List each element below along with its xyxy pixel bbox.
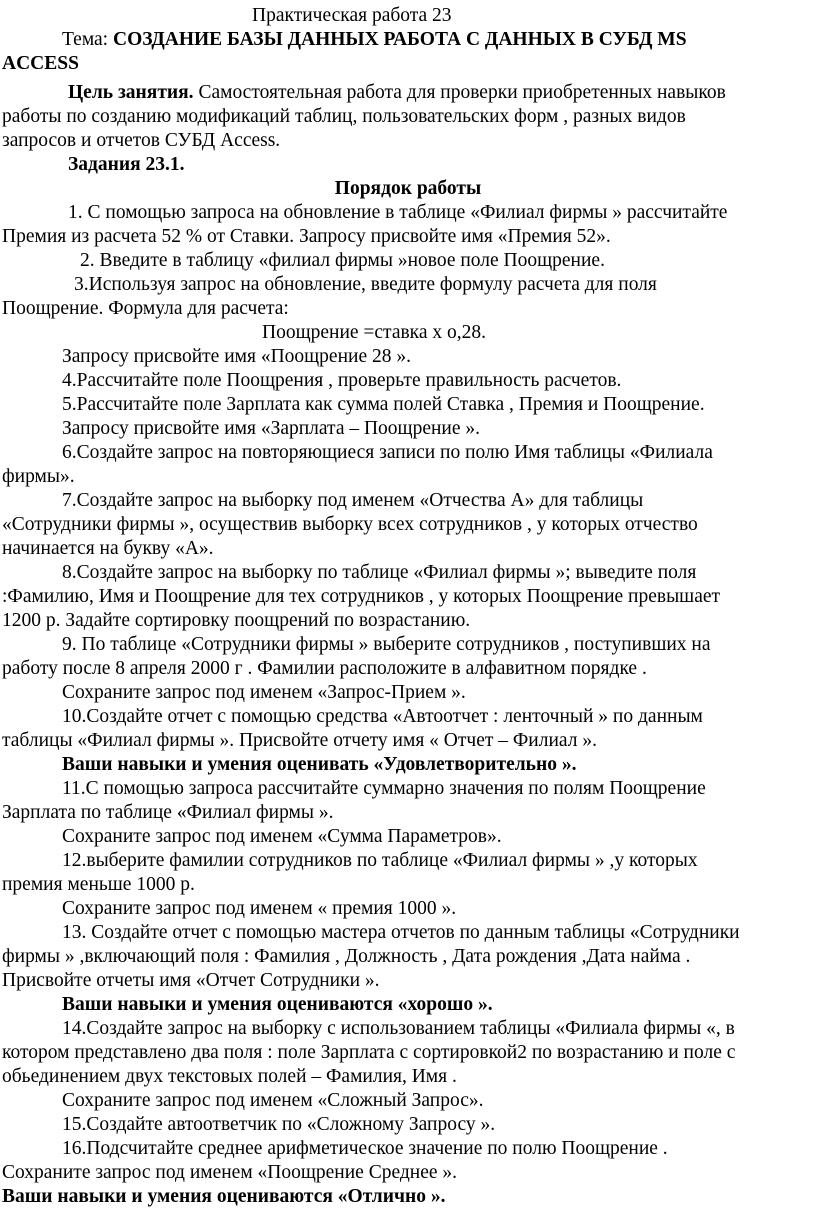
paragraph: 13. Создайте отчет с помощью мастера отчетов по данным таблицы «Сотрудники xyxy=(62,922,740,943)
paragraph: :Фамилию, Имя и Поощрение для тех сотрудников , у которых Поощрение превышает xyxy=(2,586,721,607)
grade-excellent xyxy=(2,1185,445,1209)
paragraph: Запросу присвойте имя «Зарплата – Поощрение ». xyxy=(62,418,481,439)
paragraph: Присвойте отчеты имя «Отчет Сотрудники ». xyxy=(2,970,380,991)
topic-text: СОЗДАНИЕ БАЗЫ ДАННЫХ РАБОТА С ДАННЫХ В СУБД MS xyxy=(112,29,687,50)
formula: Поощрение =ставка х о,28. xyxy=(262,322,487,343)
paragraph: 4.Рассчитайте поле Поощрения , проверьте правильность расчетов. xyxy=(62,370,622,391)
paragraph: Сохраните запрос под именем «Сложный Запрос». xyxy=(62,1090,484,1111)
task-heading xyxy=(68,153,185,177)
paragraph: начинается на букву «А». xyxy=(2,538,214,559)
topic-text-cont: ACCESS xyxy=(2,53,79,74)
goal-label: Цель занятия. xyxy=(68,82,194,103)
paragraph: 16.Подсчитайте среднее арифметическое значение по полю Поощрение . xyxy=(62,1138,668,1159)
paragraph: Сохраните запрос под именем « премия 1000 ». xyxy=(62,898,457,919)
paragraph: 12.выберите фамилии сотрудников по таблице «Филиал фирмы » ,у которых xyxy=(62,850,698,871)
paragraph: Поощрение. Формула для расчета: xyxy=(2,298,289,319)
topic-line xyxy=(62,28,687,52)
paragraph: работу после 8 апреля 2000 г . Фамилии расположите в алфавитном порядке . xyxy=(2,658,647,679)
paragraph: 8.Создайте запрос на выборку по таблице «Филиал фирмы »; выведите поля xyxy=(62,562,697,583)
paragraph: фирмы » ,включающий поля : Фамилия , Должность , Дата рождения ,Дата найма . xyxy=(2,946,691,967)
paragraph: 1200 р. Задайте сортировку поощрений по возрастанию. xyxy=(2,610,471,631)
order-heading-text: Порядок работы xyxy=(334,178,482,199)
order-heading xyxy=(0,177,816,201)
grade-good-text: Ваши навыки и умения оцениваются «хорошо ». xyxy=(62,994,493,1015)
paragraph: Сохраните запрос под именем «Сумма Параметров». xyxy=(62,826,502,847)
paragraph: обьединением двух текстовых полей – Фамилия, Имя . xyxy=(2,1066,457,1087)
paragraph: премия меньше 1000 р. xyxy=(2,874,195,895)
paragraph: 1. С помощью запроса на обновление в таблице «Филиал фирмы » рассчитайте xyxy=(68,202,728,223)
topic-label: Тема: xyxy=(62,29,113,50)
paragraph: фирмы». xyxy=(2,466,75,487)
paragraph: котором представлено два поля : поле Зарплата с сортировкой2 по возрастанию и поле с xyxy=(2,1042,736,1063)
paragraph: таблицы «Филиал фирмы ». Присвойте отчету имя « Отчет – Филиал ». xyxy=(2,730,597,751)
paragraph: 2. Введите в таблицу «филиал фирмы »новое поле Поощрение. xyxy=(80,250,605,271)
paragraph: 10.Создайте отчет с помощью средства «Автоотчет : ленточный » по данным xyxy=(62,706,703,727)
paragraph: 11.С помощью запроса рассчитайте суммарно значения по полям Поощрение xyxy=(62,778,706,799)
paragraph: Запросу присвойте имя «Поощрение 28 ». xyxy=(62,346,411,367)
goal-text: Самостоятельная работа для проверки приобретенных навыков xyxy=(193,82,726,103)
grade-good xyxy=(62,993,493,1017)
paragraph: 7.Создайте запрос на выборку под именем «Отчества А» для таблицы xyxy=(62,490,644,511)
paragraph: «Сотрудники фирмы », осуществив выборку всех сотрудников , у которых отчество xyxy=(2,514,698,535)
paragraph: 6.Создайте запрос на повторяющиеся записи по полю Имя таблицы «Филиала xyxy=(62,442,713,463)
paragraph: 15.Создайте автоответчик по «Сложному Запросу ». xyxy=(62,1114,496,1135)
paragraph: 9. По таблице «Сотрудники фирмы » выберите сотрудников , поступивших на xyxy=(62,634,711,655)
task-heading-text: Задания 23.1. xyxy=(68,154,185,175)
grade-excellent-text: Ваши навыки и умения оцениваются «Отлично ». xyxy=(2,1186,446,1207)
paragraph: 5.Рассчитайте поле Зарплата как сумма полей Ставка , Премия и Поощрение. xyxy=(62,394,705,415)
paragraph: Сохраните запрос под именем «Запрос-Прием ». xyxy=(62,682,466,703)
document-title: Практическая работа 23 xyxy=(252,5,452,26)
goal-text-3: запросов и отчетов СУБД Access. xyxy=(2,130,281,151)
grade-satisfactory-text: Ваши навыки и умения оценивать «Удовлетворительно ». xyxy=(62,754,577,775)
grade-satisfactory xyxy=(62,753,576,777)
topic-line-2 xyxy=(2,52,79,76)
goal-text-2: работы по созданию модификаций таблиц, пользовательских форм , разных видов xyxy=(2,106,686,127)
goal-line xyxy=(68,81,726,105)
paragraph: Зарплата по таблице «Филиал фирмы ». xyxy=(2,802,334,823)
paragraph: 3.Используя запрос на обновление, введите формулу расчета для поля xyxy=(74,274,657,295)
paragraph: Сохраните запрос под именем «Поощрение Среднее ». xyxy=(2,1162,458,1183)
paragraph: Премия из расчета 52 % от Ставки. Запросу присвойте имя «Премия 52». xyxy=(2,226,611,247)
paragraph: 14.Создайте запрос на выборку с использованием таблицы «Филиала фирмы «, в xyxy=(62,1018,735,1039)
